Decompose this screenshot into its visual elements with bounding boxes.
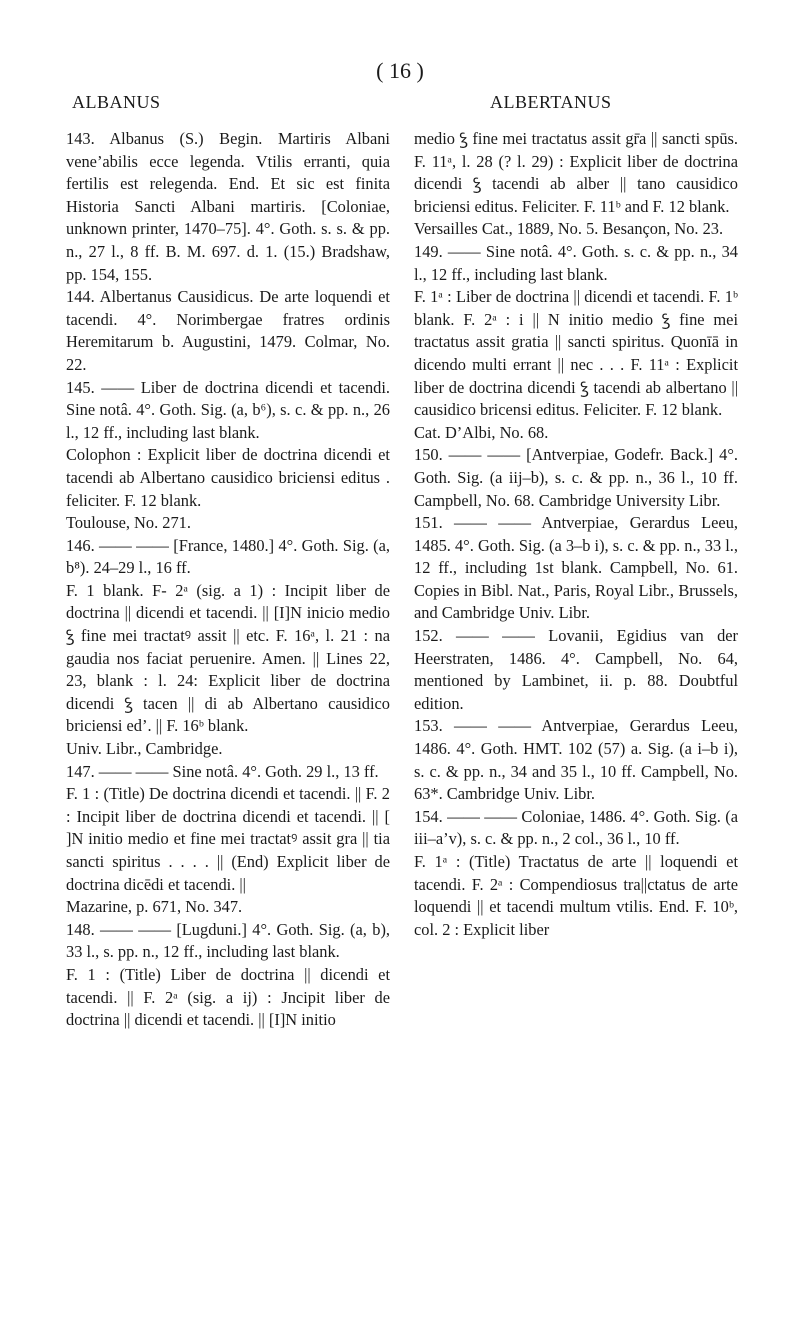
entry-151: 151. —— —— Antverpiae, Gerardus Leeu, 1485. 4°. Goth. Sig. (a 3–b i), s. c. & pp. n., 33 l., 12 ff., including 1st blank. Campbell, No. 61. Copies in Bibl. Nat., Paris, Royal Libr., Brussels, and Cambridge Univ. Libr. xyxy=(414,513,738,623)
location-146: Univ. Libr., Cambridge. xyxy=(66,739,223,759)
description-147: F. 1 : (Title) De doctrina dicendi et tacendi. || F. 2 : Incipit liber de doctrina dicendi et tacendi. || [ ]N initio medio et fine mei tractatꝰ assit gra || tia sancti spiritus . . . . || (End) Explicit liber de doctrina dicēdi et tacendi. || xyxy=(66,784,390,894)
continuation-148: medio ꝣ fine mei tractatus assit gr̄a || sancti spūs. F. 11ᵃ, l. 28 (? l. 29) : Explicit liber de doctrina dicendi ꝣ tacendi ab alber || tano causidico briciensi editus. Feliciter. F. 11ᵇ and F. 12 blank. xyxy=(414,129,738,216)
entry-148: 148. —— —— [Lugduni.] 4°. Goth. Sig. (a, b), 33 l., s. pp. n., 12 ff., including last blank. xyxy=(66,919,390,962)
colophon-145: Colophon : Explicit liber de doctrina dicendi et tacendi ab Albertano causidico briciensi editus . feliciter. F. 12 blank. xyxy=(66,445,390,510)
entry-154: 154. —— —— Coloniae, 1486. 4°. Goth. Sig. (a iii–a’v), s. c. & pp. n., 2 col., 36 l., 10 ff. xyxy=(414,806,738,849)
entry-144: 144. Albertanus Causidicus. De arte loquendi et tacendi. 4°. Norimbergae fratres ordinis Heremitarum b. Augustini, 1479. Colmar, No. 22. xyxy=(66,287,390,374)
entry-147: 147. —— —— Sine notâ. 4°. Goth. 29 l., 13 ff. xyxy=(66,761,379,781)
entry-143: 143. Albanus (S.) Begin. Martiris Albani vene’abilis ecce legenda. Vtilis erranti, quia fertilis est relegenda. End. Et sic est finita Historia Sancti Albani martiris. [Coloniae, unknown printer, 1470–75]. 4°. Goth. s. s. & pp. n., 27 l., 8 ff. B. M. 697. d. 1. (15.) Bradshaw, pp. 154, 155. xyxy=(66,129,390,284)
location-149: Cat. D’Albi, No. 68. xyxy=(414,422,549,442)
description-148: F. 1 : (Title) Liber de doctrina || dicendi et tacendi. || F. 2ᵃ (sig. a ij) : Jncipit liber de doctrina || dicendi et tacendi. || [I]N initio xyxy=(66,964,390,1030)
right-column xyxy=(414,128,738,941)
description-154: F. 1ᵃ : (Title) Tractatus de arte || loquendi et tacendi. F. 2ᵃ : Compendiosus tra||ctatus de arte loquendi || et tacendi multum vtilis. End. F. 10ᵇ, col. 2 : Explicit liber xyxy=(414,852,738,939)
entry-145: 145. —— Liber de doctrina dicendi et tacendi. Sine notâ. 4°. Goth. Sig. (a, b⁶), s. c. & pp. n., 26 l., 12 ff., including last blank. xyxy=(66,377,390,442)
entry-153: 153. —— —— Antverpiae, Gerardus Leeu, 1486. 4°. Goth. HMT. 102 (57) a. Sig. (a i–b i), s. c. & pp. n., 34 and 35 l., 10 ff. Campbell, No. 63*. Cambridge Univ. Libr. xyxy=(414,716,738,804)
page-number: ( 16 ) xyxy=(376,58,424,83)
running-head-left: ALBANUS xyxy=(72,92,161,112)
left-column xyxy=(66,128,390,1032)
description-146: F. 1 blank. F- 2ᵃ (sig. a 1) : Incipit liber de doctrina || dicendi et tacendi. || [I]N inicio medio ꝣ fine mei tractatꝰ assit || etc. F. 16ᵃ, l. 21 : na gaudia nos faciat peruenire. Amen. || Lines 22, 23, blank : l. 24: Explicit liber de doctrina dicendi ꝣ tacen || di ab Albertano causidico briciensi ed’. || F. 16ᵇ blank. xyxy=(66,580,390,736)
entry-150: 150. —— —— [Antverpiae, Godefr. Back.] 4°. Goth. Sig. (a iij–b), s. c. & pp. n., 36 l., 10 ff. Campbell, No. 68. Cambridge University Libr. xyxy=(414,445,738,510)
entry-152: 152. —— —— Lovanii, Egidius van der Heerstraten, 1486. 4°. Campbell, No. 64, mentioned by Lambinet, ii. p. 88. Doubtful edition. xyxy=(414,626,738,713)
running-head-right: ALBERTANUS xyxy=(490,92,612,112)
location-147: Mazarine, p. 671, No. 347. xyxy=(66,897,243,917)
entry-149: 149. —— Sine notâ. 4°. Goth. s. c. & pp. n., 34 l., 12 ff., including last blank. xyxy=(414,241,738,284)
description-149: F. 1ᵃ : Liber de doctrina || dicendi et tacendi. F. 1ᵇ blank. F. 2ᵃ : i || N initio medio ꝣ fine mei tractatus assit gratia || sancti spiritus. Quonīā in dicendo multi errant || nec . . . F. 11ᵃ : Explicit liber de doctrina dicendi ꝣ tacendi ab albertano || causidico bricensi editus. Feliciter. F. 12 blank. xyxy=(414,287,738,420)
location-148: Versailles Cat., 1889, No. 5. Besançon, No. 23. xyxy=(414,219,724,239)
entry-146: 146. —— —— [France, 1480.] 4°. Goth. Sig. (a, b⁸). 24–29 l., 16 ff. xyxy=(66,535,390,578)
location-145: Toulouse, No. 271. xyxy=(66,513,191,533)
